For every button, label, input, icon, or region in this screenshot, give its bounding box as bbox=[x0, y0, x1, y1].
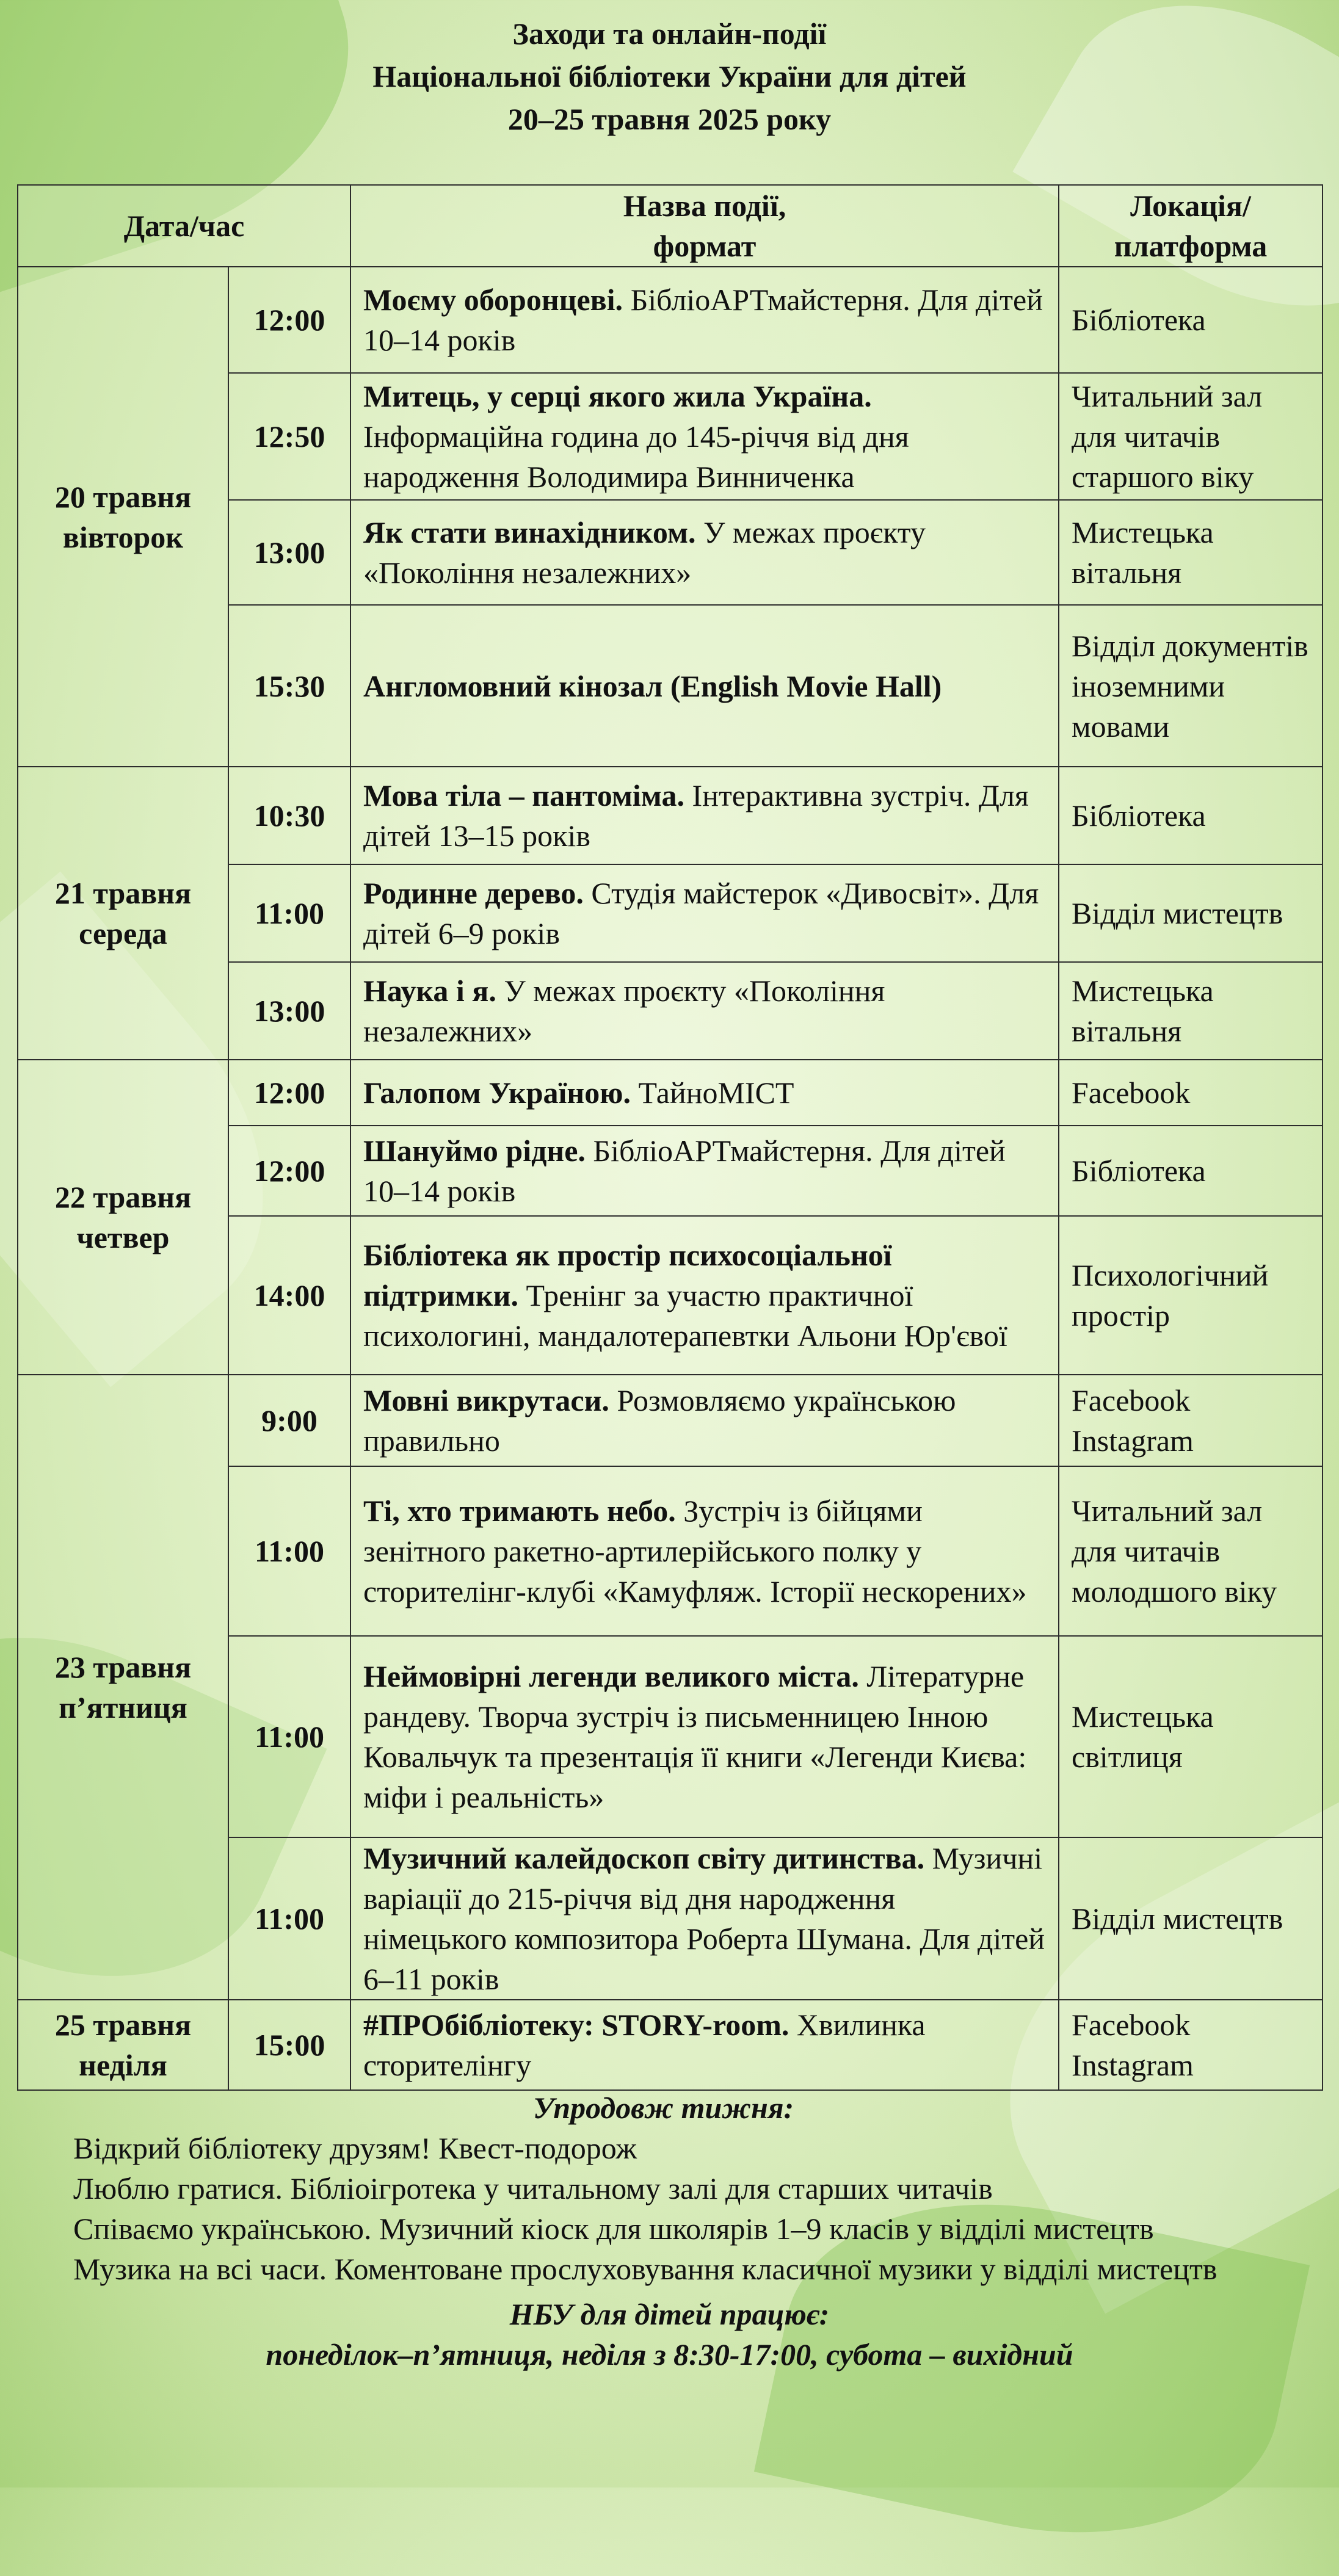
opening-hours-schedule: понеділок–п’ятниця, неділя з 8:30-17:00, субота – вихідний bbox=[266, 2337, 1073, 2372]
event-title: Бібліотека як простір психосоціальної підтримки. bbox=[363, 1238, 892, 1312]
event-title: Шануймо рідне. bbox=[363, 1134, 586, 1168]
time-cell: 10:30 bbox=[228, 767, 350, 864]
event-cell bbox=[350, 1466, 1059, 1636]
event-description: Тренінг за участю практичної психологині, мандалотерапевтки Альони Юр'євої bbox=[363, 1278, 1007, 1353]
day-date: 23 травня bbox=[54, 1650, 192, 1684]
opening-hours-title: НБУ для дітей працює: bbox=[509, 2297, 830, 2331]
day-weekday: середа bbox=[79, 916, 167, 950]
location-cell: Мистецька вітальня bbox=[1059, 500, 1323, 605]
list-item: Музика на всі часи. Коментоване прослуховування класичної музики у відділі мистецтв bbox=[73, 2252, 1217, 2286]
list-item: Співаємо українською. Музичний кіоск для школярів 1–9 класів у відділі мистецтв bbox=[73, 2212, 1154, 2246]
time-cell: 13:00 bbox=[228, 962, 350, 1060]
event-description: Зустріч із бійцями зенітного ракетно-артилерійського полку у сторителінг-клубі «Камуфляж. Історії нескорених» bbox=[363, 1494, 1027, 1608]
location-instagram: Instagram bbox=[1072, 2048, 1194, 2082]
location-cell: Бібліотека bbox=[1059, 767, 1323, 864]
event-title: Англомовний кінозал (English Movie Hall) bbox=[363, 668, 942, 703]
table-row bbox=[18, 1375, 1323, 1466]
day-date: 25 травня bbox=[54, 2008, 192, 2042]
table-row bbox=[18, 1060, 1323, 1126]
location-facebook: Facebook bbox=[1072, 2008, 1191, 2042]
event-description: Інформаційна година до 145-річчя від дня народження Володимира Винниченка bbox=[363, 419, 909, 494]
location-facebook: Facebook bbox=[1072, 1383, 1191, 1417]
location-cell: Читальний зал для читачів молодшого віку bbox=[1059, 1466, 1323, 1636]
time-cell: 12:00 bbox=[228, 1126, 350, 1216]
event-cell bbox=[350, 1837, 1059, 2000]
time-cell: 15:00 bbox=[228, 2000, 350, 2090]
day-cell bbox=[18, 267, 228, 767]
event-title: Ті, хто тримають небо. bbox=[363, 1494, 676, 1528]
event-description: БібліоАРТмайстерня. Для дітей 10–14 років bbox=[363, 1134, 1006, 1208]
table-header-row bbox=[18, 185, 1323, 267]
location-cell: Відділ мистецтв bbox=[1059, 864, 1323, 962]
table-row bbox=[18, 767, 1323, 864]
table-row bbox=[18, 267, 1323, 373]
location-cell: Психологічний простір bbox=[1059, 1216, 1323, 1375]
event-cell bbox=[350, 1060, 1059, 1126]
event-description: У межах проєкту «Покоління незалежних» bbox=[363, 974, 885, 1048]
list-item: Люблю гратися. Бібліоігротека у читальному залі для старших читачів bbox=[73, 2171, 993, 2205]
header-location-line2: платформа bbox=[1114, 229, 1268, 263]
day-weekday: вівторок bbox=[62, 519, 184, 554]
event-description: Інтерактивна зустріч. Для дітей 13–15 років bbox=[363, 778, 1029, 853]
header-event-line2: формат bbox=[653, 229, 757, 263]
header-title: Заходи та онлайн-події bbox=[512, 16, 827, 51]
header-datetime: Дата/час bbox=[18, 185, 350, 267]
week-activities-list bbox=[0, 2128, 1339, 2289]
time-cell: 12:00 bbox=[228, 267, 350, 373]
week-section-title: Упродовж тижня: bbox=[532, 2091, 794, 2125]
time-cell: 11:00 bbox=[228, 1837, 350, 2000]
poster-footer bbox=[0, 2088, 1339, 2375]
event-cell bbox=[350, 2000, 1059, 2090]
event-title: Галопом Україною. bbox=[363, 1076, 631, 1110]
event-title: Моєму оборонцеві. bbox=[363, 283, 623, 317]
list-item: Відкрий бібліотеку друзям! Квест-подорож bbox=[73, 2131, 637, 2165]
time-cell: 12:50 bbox=[228, 373, 350, 500]
event-cell bbox=[350, 962, 1059, 1060]
event-title: Музичний калейдоскоп світу дитинства. bbox=[363, 1841, 925, 1875]
day-date: 21 травня bbox=[54, 876, 192, 910]
event-title: Наука і я. bbox=[363, 974, 496, 1008]
header-event-line1: Назва події, bbox=[623, 189, 786, 223]
header-location-line1: Локація/ bbox=[1130, 189, 1251, 223]
event-cell bbox=[350, 500, 1059, 605]
time-cell: 11:00 bbox=[228, 1636, 350, 1837]
event-title: #ПРОбібліотеку: STORY-room. bbox=[363, 2008, 789, 2042]
day-cell bbox=[18, 1060, 228, 1375]
event-cell bbox=[350, 1636, 1059, 1837]
time-cell: 11:00 bbox=[228, 1466, 350, 1636]
location-cell bbox=[1059, 1375, 1323, 1466]
event-description: Студія майстерок «Дивосвіт». Для дітей 6–9 років bbox=[363, 876, 1039, 950]
time-cell: 13:00 bbox=[228, 500, 350, 605]
event-title: Родинне дерево. bbox=[363, 876, 584, 910]
event-description: Музичні варіації до 215-річчя від дня народження німецького композитора Роберта Шумана. Для дітей 6–11 років bbox=[363, 1841, 1045, 1996]
event-title: Як стати винахідником. bbox=[363, 515, 696, 549]
location-instagram: Instagram bbox=[1072, 1424, 1194, 1458]
event-description: Розмовляємо українською правильно bbox=[363, 1383, 956, 1458]
header-event bbox=[350, 185, 1059, 267]
location-cell: Відділ мистецтв bbox=[1059, 1837, 1323, 2000]
header-subtitle: Національної бібліотеки України для дітей bbox=[372, 59, 967, 93]
event-cell bbox=[350, 1216, 1059, 1375]
poster-header bbox=[0, 12, 1339, 140]
header-date-range: 20–25 травня 2025 року bbox=[507, 102, 832, 136]
opening-hours bbox=[0, 2294, 1339, 2375]
time-cell: 11:00 bbox=[228, 864, 350, 962]
table-row bbox=[18, 2000, 1323, 2090]
day-weekday: п’ятниця bbox=[59, 1690, 187, 1724]
event-cell bbox=[350, 864, 1059, 962]
location-cell: Бібліотека bbox=[1059, 1126, 1323, 1216]
event-title: Мова тіла – пантоміма. bbox=[363, 778, 685, 812]
event-title: Мовні викрутаси. bbox=[363, 1383, 609, 1417]
header-location bbox=[1059, 185, 1323, 267]
event-description: У межах проєкту «Покоління незалежних» bbox=[363, 515, 926, 590]
event-description: Літературне рандеву. Творча зустріч із письменницею Інною Ковальчук та презентація її книги «Легенди Києва: міфи і реальність» bbox=[363, 1659, 1027, 1814]
time-cell: 15:30 bbox=[228, 605, 350, 767]
location-cell: Мистецька вітальня bbox=[1059, 962, 1323, 1060]
day-date: 20 травня bbox=[54, 479, 192, 514]
day-date: 22 травня bbox=[54, 1180, 192, 1214]
event-cell bbox=[350, 373, 1059, 500]
event-title: Неймовірні легенди великого міста. bbox=[363, 1659, 859, 1693]
time-cell: 9:00 bbox=[228, 1375, 350, 1466]
location-cell: Бібліотека bbox=[1059, 267, 1323, 373]
time-cell: 14:00 bbox=[228, 1216, 350, 1375]
event-description: ТайноМІСТ bbox=[630, 1076, 794, 1110]
event-cell bbox=[350, 1375, 1059, 1466]
schedule-table bbox=[17, 184, 1323, 2091]
day-cell bbox=[18, 1375, 228, 2000]
location-cell: Facebook bbox=[1059, 1060, 1323, 1126]
event-cell bbox=[350, 605, 1059, 767]
location-cell bbox=[1059, 2000, 1323, 2090]
event-cell bbox=[350, 1126, 1059, 1216]
day-weekday: четвер bbox=[76, 1220, 170, 1254]
event-cell bbox=[350, 767, 1059, 864]
day-cell bbox=[18, 2000, 228, 2090]
time-cell: 12:00 bbox=[228, 1060, 350, 1126]
day-weekday: неділя bbox=[79, 2048, 167, 2082]
location-cell: Читальний зал для читачів старшого віку bbox=[1059, 373, 1323, 500]
location-cell: Мистецька світлиця bbox=[1059, 1636, 1323, 1837]
event-description: Хвилинка сторителінгу bbox=[363, 2008, 926, 2082]
location-cell: Відділ документів іноземними мовами bbox=[1059, 605, 1323, 767]
event-description: БібліоАРТмайстерня. Для дітей 10–14 років bbox=[363, 283, 1043, 357]
day-cell bbox=[18, 767, 228, 1060]
event-cell bbox=[350, 267, 1059, 373]
event-title: Митець, у серці якого жила Україна. bbox=[363, 379, 872, 413]
